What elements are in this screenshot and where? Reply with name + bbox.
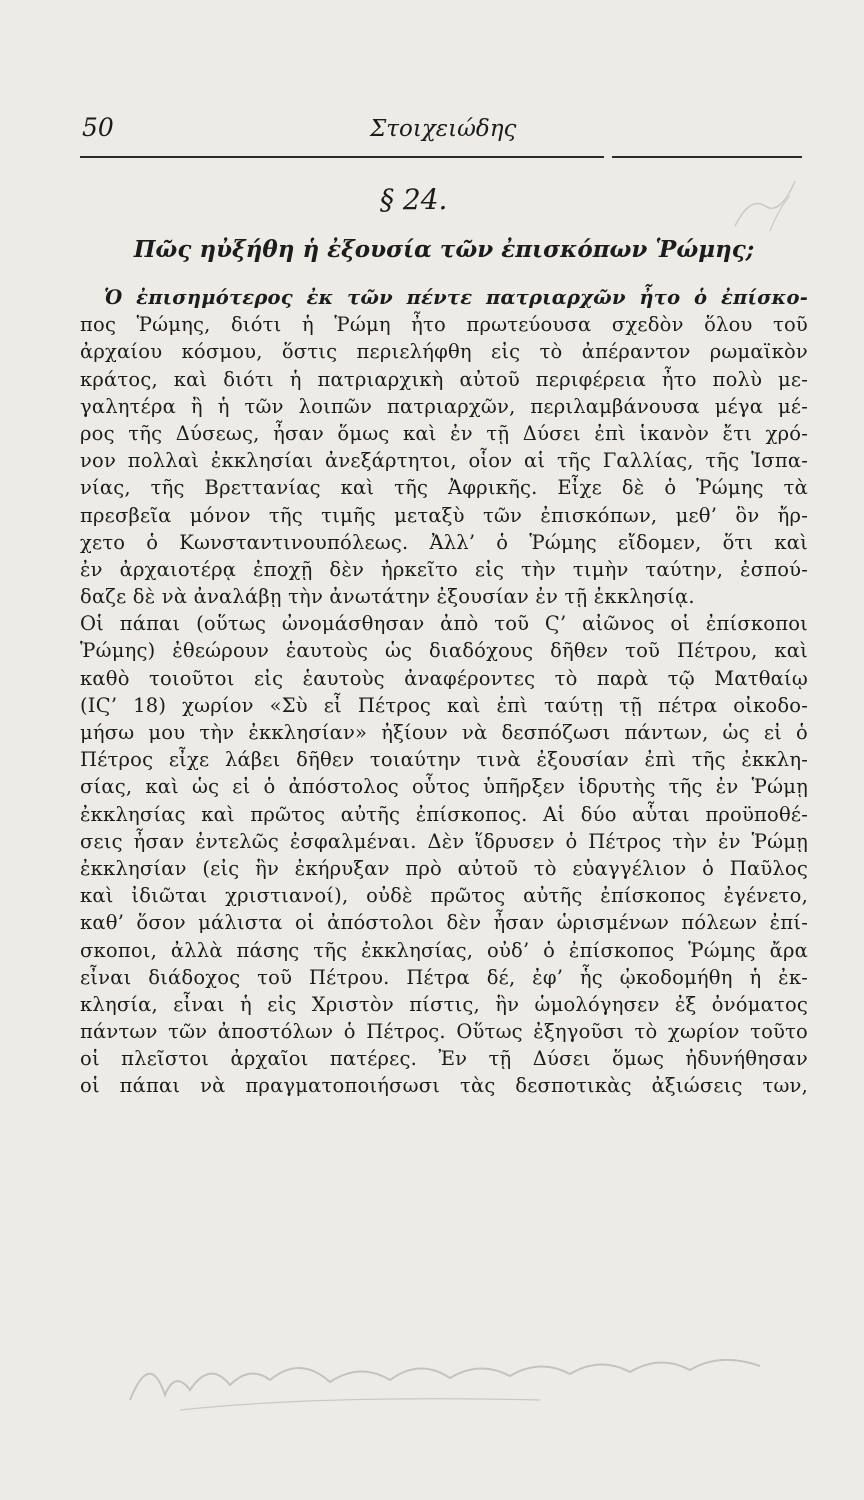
text-line: Ῥώμης) ἐθεώρουν ἑαυτοὺς ὡς διαδόχους δῆθεν τοῦ Πέτρου, καὶ [80,639,808,663]
running-head: Στοιχειώδης [370,116,517,142]
text-line: νον πολλαὶ ἐκκλησίαι ἀνεξάρτητοι, οἷον αἱ τῆς Γαλλίας, τῆς Ἱσπα- [80,449,808,473]
text-line: ἐκκλησίας καὶ πρῶτος αὐτῆς ἐπίσκοπος. Αἱ δύο αὗται προϋποθέ- [80,802,808,826]
body-text [80,284,808,1100]
text-line: πάντων τῶν ἀποστόλων ὁ Πέτρος. Οὕτως ἐξηγοῦσι τὸ χωρίον τοῦτο [80,1020,808,1044]
text-line: ἐκκλησίαν (εἰς ἣν ἐκήρυξαν πρὸ αὐτοῦ τὸ εὐαγγέλιον ὁ Παῦλος [80,856,808,880]
section-heading: Πῶς ηὐξήθη ἡ ἐξουσία τῶν ἐπισκόπων Ῥώμης; [133,236,755,263]
section-number: § 24. [380,183,448,216]
page-number: 50 [82,113,114,142]
pencil-mark [730,176,800,236]
text-line: ἐν ἀρχαιοτέρᾳ ἐποχῇ δὲν ἠρκεῖτο εἰς τὴν τιμὴν ταύτην, ἐσπού- [80,557,808,581]
text-line: Οἱ πάπαι (οὕτως ὠνομάσθησαν ἀπὸ τοῦ Ϛ’ αἰῶνος οἱ ἐπίσκοποι [80,612,808,636]
text-line: γαλητέρα ἢ ἡ τῶν λοιπῶν πατριαρχῶν, περιλαμβάνουσα μέγα μέ- [80,394,808,418]
text-line: μήσω μου τὴν ἐκκλησίαν» ἠξίουν νὰ δεσπόζωσι πάντων, ὡς εἰ ὁ [80,721,808,744]
text-line: οἱ πλεῖστοι ἀρχαῖοι πατέρες. Ἐν τῇ Δύσει ὅμως ἠδυνήθησαν [80,1047,808,1071]
text-line: (ΙϚ’ 18) χωρίον «Σὺ εἶ Πέτρος καὶ ἐπὶ ταύτῃ τῇ πέτρα οἰκοδο- [80,693,808,717]
text-line: χετο ὁ Κωνσταντινουπόλεως. Ἀλλ’ ὁ Ῥώμης εἴδομεν, ὅτι καὶ [80,530,808,554]
text-line: καὶ ἰδιῶται χριστιανοί), οὐδὲ πρῶτος αὐτῆς ἐπίσκοπος ἐγένετο, [80,884,808,908]
text-line: Πέτρος εἶχε λάβει δῆθεν τοιαύτην τινὰ ἐξουσίαν ἐπὶ τῆς ἐκκλη- [80,748,808,772]
header-rule [80,156,604,158]
text-line: ἀρχαίου κόσμου, ὅστις περιελήφθη εἰς τὸ ἀπέραντον ρωμαϊκὸν [80,340,808,364]
text-line: κλησία, εἶναι ἡ εἰς Χριστὸν πίστις, ἣν ὡμολόγησεν ἐξ ὀνόματος [80,992,808,1016]
text-line: καθὸ τοιοῦτοι εἰς ἑαυτοὺς ἀναφέροντες τὸ παρὰ τῷ Ματθαίῳ [80,666,808,690]
text-line: εἶναι διάδοχος τοῦ Πέτρου. Πέτρα δέ, ἐφ’ ἧς ᾠκοδομήθη ἡ ἐκ- [80,965,808,989]
pencil-signature [120,1340,820,1420]
text-line: σεις ἦσαν ἐντελῶς ἐσφαλμέναι. Δὲν ἵδρυσεν ὁ Πέτρος τὴν ἐν Ῥώμῃ [80,829,808,853]
text-line: νίας, τῆς Βρεττανίας καὶ τῆς Ἀφρικῆς. Εἶχε δὲ ὁ Ῥώμης τὰ [80,476,808,500]
header-rule-right [612,156,802,158]
text-line: καθ’ ὅσον μάλιστα οἱ ἀπόστολοι δὲν ἦσαν ὡρισμένων πόλεων ἐπί- [80,911,808,935]
text-line: κράτος, καὶ διότι ἡ πατριαρχικὴ αὐτοῦ περιφέρεια ἦτο πολὺ με- [80,367,808,391]
text-line: δαζε δὲ νὰ ἀναλάβῃ τὴν ἀνωτάτην ἐξουσίαν ἐν τῇ ἐκκλησίᾳ. [80,585,695,609]
text-line: πρεσβεῖα μόνον τῆς τιμῆς μεταξὺ τῶν ἐπισκόπων, μεθ’ ὃν ἤρ- [80,503,808,527]
text-line: σκοποι, ἀλλὰ πάσης τῆς ἐκκλησίας, οὐδ’ ὁ ἐπίσκοπος Ῥώμης ἄρα [80,938,808,962]
text-line: ρος τῆς Δύσεως, ἦσαν ὅμως καὶ ἐν τῇ Δύσει ἐπὶ ἱκανὸν ἔτι χρό- [80,421,808,445]
text-line: οἱ πάπαι νὰ πραγματοποιήσωσι τὰς δεσποτικὰς ἀξιώσεις των, [80,1074,808,1098]
text-line: πος Ῥώμης, διότι ἡ Ῥώμη ἦτο πρωτεύουσα σχεδὸν ὅλου τοῦ [80,313,808,337]
text-line: Ὁ ἐπισημότερος ἐκ τῶν πέντε πατριαρχῶν ἦτο ὁ ἐπίσκο- [104,286,808,309]
text-line: σίας, καὶ ὡς εἰ ὁ ἀπόστολος οὗτος ὑπῆρξεν ἱδρυτὴς τῆς ἐν Ῥώμῃ [80,775,808,799]
